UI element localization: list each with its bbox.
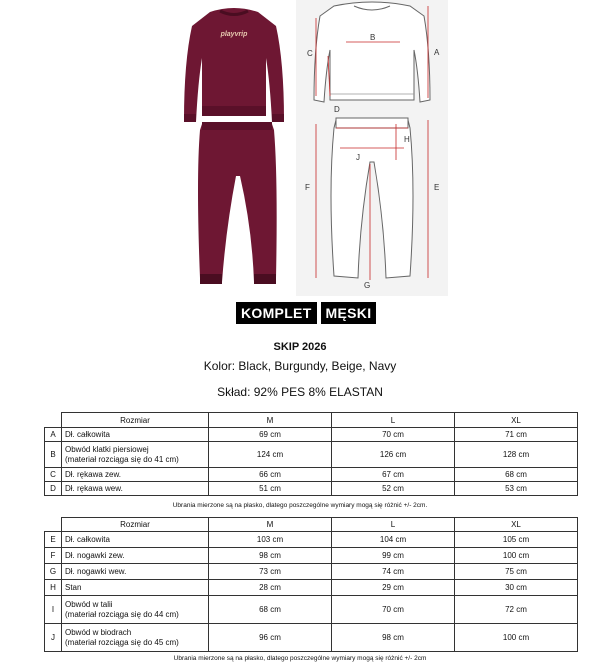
dim-label-c: C xyxy=(307,49,313,58)
row-letter: F xyxy=(45,548,62,564)
table-row xyxy=(45,548,578,564)
pants-photo xyxy=(192,118,282,290)
row-label-main: Obwód klatki piersiowej xyxy=(65,444,149,454)
table-row xyxy=(45,580,578,596)
dim-label-f: F xyxy=(305,183,310,192)
size-header-xl: XL xyxy=(455,518,578,532)
dim-label-b: B xyxy=(370,33,376,42)
print-text: playvrip xyxy=(220,31,248,38)
table-row xyxy=(45,532,578,548)
row-label xyxy=(62,624,209,652)
cell-m: 103 cm xyxy=(209,532,332,548)
size-header-l: L xyxy=(332,518,455,532)
row-letter: J xyxy=(45,624,62,652)
size-table-top xyxy=(44,412,578,496)
product-title xyxy=(236,302,376,324)
row-letter: G xyxy=(45,564,62,580)
cell-xl: 105 cm xyxy=(455,532,578,548)
row-label-main: Obwód w biodrach xyxy=(65,627,132,637)
cell-l: 29 cm xyxy=(332,580,455,596)
size-table-bottom xyxy=(44,517,578,652)
size-header-l: L xyxy=(332,413,455,428)
table-header-row xyxy=(45,518,578,532)
cell-m: 28 cm xyxy=(209,580,332,596)
cell-l: 99 cm xyxy=(332,548,455,564)
row-label: Dł. całkowita xyxy=(62,428,209,442)
table-header-row xyxy=(45,413,578,428)
cell-l: 104 cm xyxy=(332,532,455,548)
row-label: Dł. nogawki zew. xyxy=(62,548,209,564)
dim-label-h: H xyxy=(404,135,410,144)
cell-xl: 128 cm xyxy=(455,442,578,468)
table-row xyxy=(45,482,578,496)
measurement-note: Ubrania mierzone są na płasko, dlatego poszczególne wymiary mogą się różnić +/- 2cm. xyxy=(172,502,428,509)
size-header-m: M xyxy=(209,518,332,532)
row-label xyxy=(62,442,209,468)
cell-m: 51 cm xyxy=(209,482,332,496)
size-header-label: Rozmiar xyxy=(62,413,209,428)
row-letter: E xyxy=(45,532,62,548)
title-word-2: MĘSKI xyxy=(321,302,377,324)
cell-xl: 100 cm xyxy=(455,548,578,564)
row-label: Dł. całkowita xyxy=(62,532,209,548)
cell-m: 96 cm xyxy=(209,624,332,652)
dim-label-d: D xyxy=(334,105,340,114)
dim-label-a: A xyxy=(434,48,440,57)
row-label: Dł. rękawa wew. xyxy=(62,482,209,496)
dim-label-j: J xyxy=(356,153,360,162)
measurement-diagram xyxy=(296,0,448,296)
cell-xl: 71 cm xyxy=(455,428,578,442)
cell-l: 70 cm xyxy=(332,428,455,442)
cell-l: 70 cm xyxy=(332,596,455,624)
row-letter: I xyxy=(45,596,62,624)
row-letter: D xyxy=(45,482,62,496)
table-row xyxy=(45,428,578,442)
composition-line: Skład: 92% PES 8% ELASTAN xyxy=(217,385,383,399)
color-line: Kolor: Black, Burgundy, Beige, Navy xyxy=(203,359,397,373)
table-row xyxy=(45,624,578,652)
size-header-m: M xyxy=(209,413,332,428)
table-row xyxy=(45,564,578,580)
title-word-1: KOMPLET xyxy=(236,302,317,324)
size-header-label: Rozmiar xyxy=(62,518,209,532)
cell-l: 67 cm xyxy=(332,468,455,482)
cell-xl: 100 cm xyxy=(455,624,578,652)
cell-xl: 30 cm xyxy=(455,580,578,596)
row-label-sub: (materiał rozciąga się do 44 cm) xyxy=(65,609,179,619)
cell-m: 124 cm xyxy=(209,442,332,468)
dim-label-e: E xyxy=(434,183,440,192)
row-letter: H xyxy=(45,580,62,596)
cell-m: 66 cm xyxy=(209,468,332,482)
cell-l: 52 cm xyxy=(332,482,455,496)
dim-label-g: G xyxy=(364,281,371,290)
cell-m: 68 cm xyxy=(209,596,332,624)
cell-m: 69 cm xyxy=(209,428,332,442)
row-label-sub: (materiał rozciąga się do 41 cm) xyxy=(65,454,179,464)
row-label: Stan xyxy=(62,580,209,596)
size-header-xl: XL xyxy=(455,413,578,428)
cell-l: 126 cm xyxy=(332,442,455,468)
model-name: SKIP 2026 xyxy=(273,341,327,353)
cell-xl: 75 cm xyxy=(455,564,578,580)
measurement-note: Ubrania mierzone są na płasko, dlatego poszczególne wymiary mogą się różnić +/- 2cm xyxy=(173,655,427,662)
row-label: Dł. nogawki wew. xyxy=(62,564,209,580)
row-letter: B xyxy=(45,442,62,468)
cell-xl: 68 cm xyxy=(455,468,578,482)
row-label-sub: (materiał rozciąga się do 45 cm) xyxy=(65,637,179,647)
cell-m: 98 cm xyxy=(209,548,332,564)
row-label-main: Obwód w talii xyxy=(65,599,113,609)
row-label: Dł. rękawa zew. xyxy=(62,468,209,482)
cell-l: 74 cm xyxy=(332,564,455,580)
cell-m: 73 cm xyxy=(209,564,332,580)
cell-xl: 53 cm xyxy=(455,482,578,496)
cell-xl: 72 cm xyxy=(455,596,578,624)
row-label xyxy=(62,596,209,624)
table-row xyxy=(45,442,578,468)
cell-l: 98 cm xyxy=(332,624,455,652)
table-row xyxy=(45,596,578,624)
row-letter: A xyxy=(45,428,62,442)
table-row xyxy=(45,468,578,482)
sweatshirt-photo xyxy=(180,2,288,128)
row-letter: C xyxy=(45,468,62,482)
